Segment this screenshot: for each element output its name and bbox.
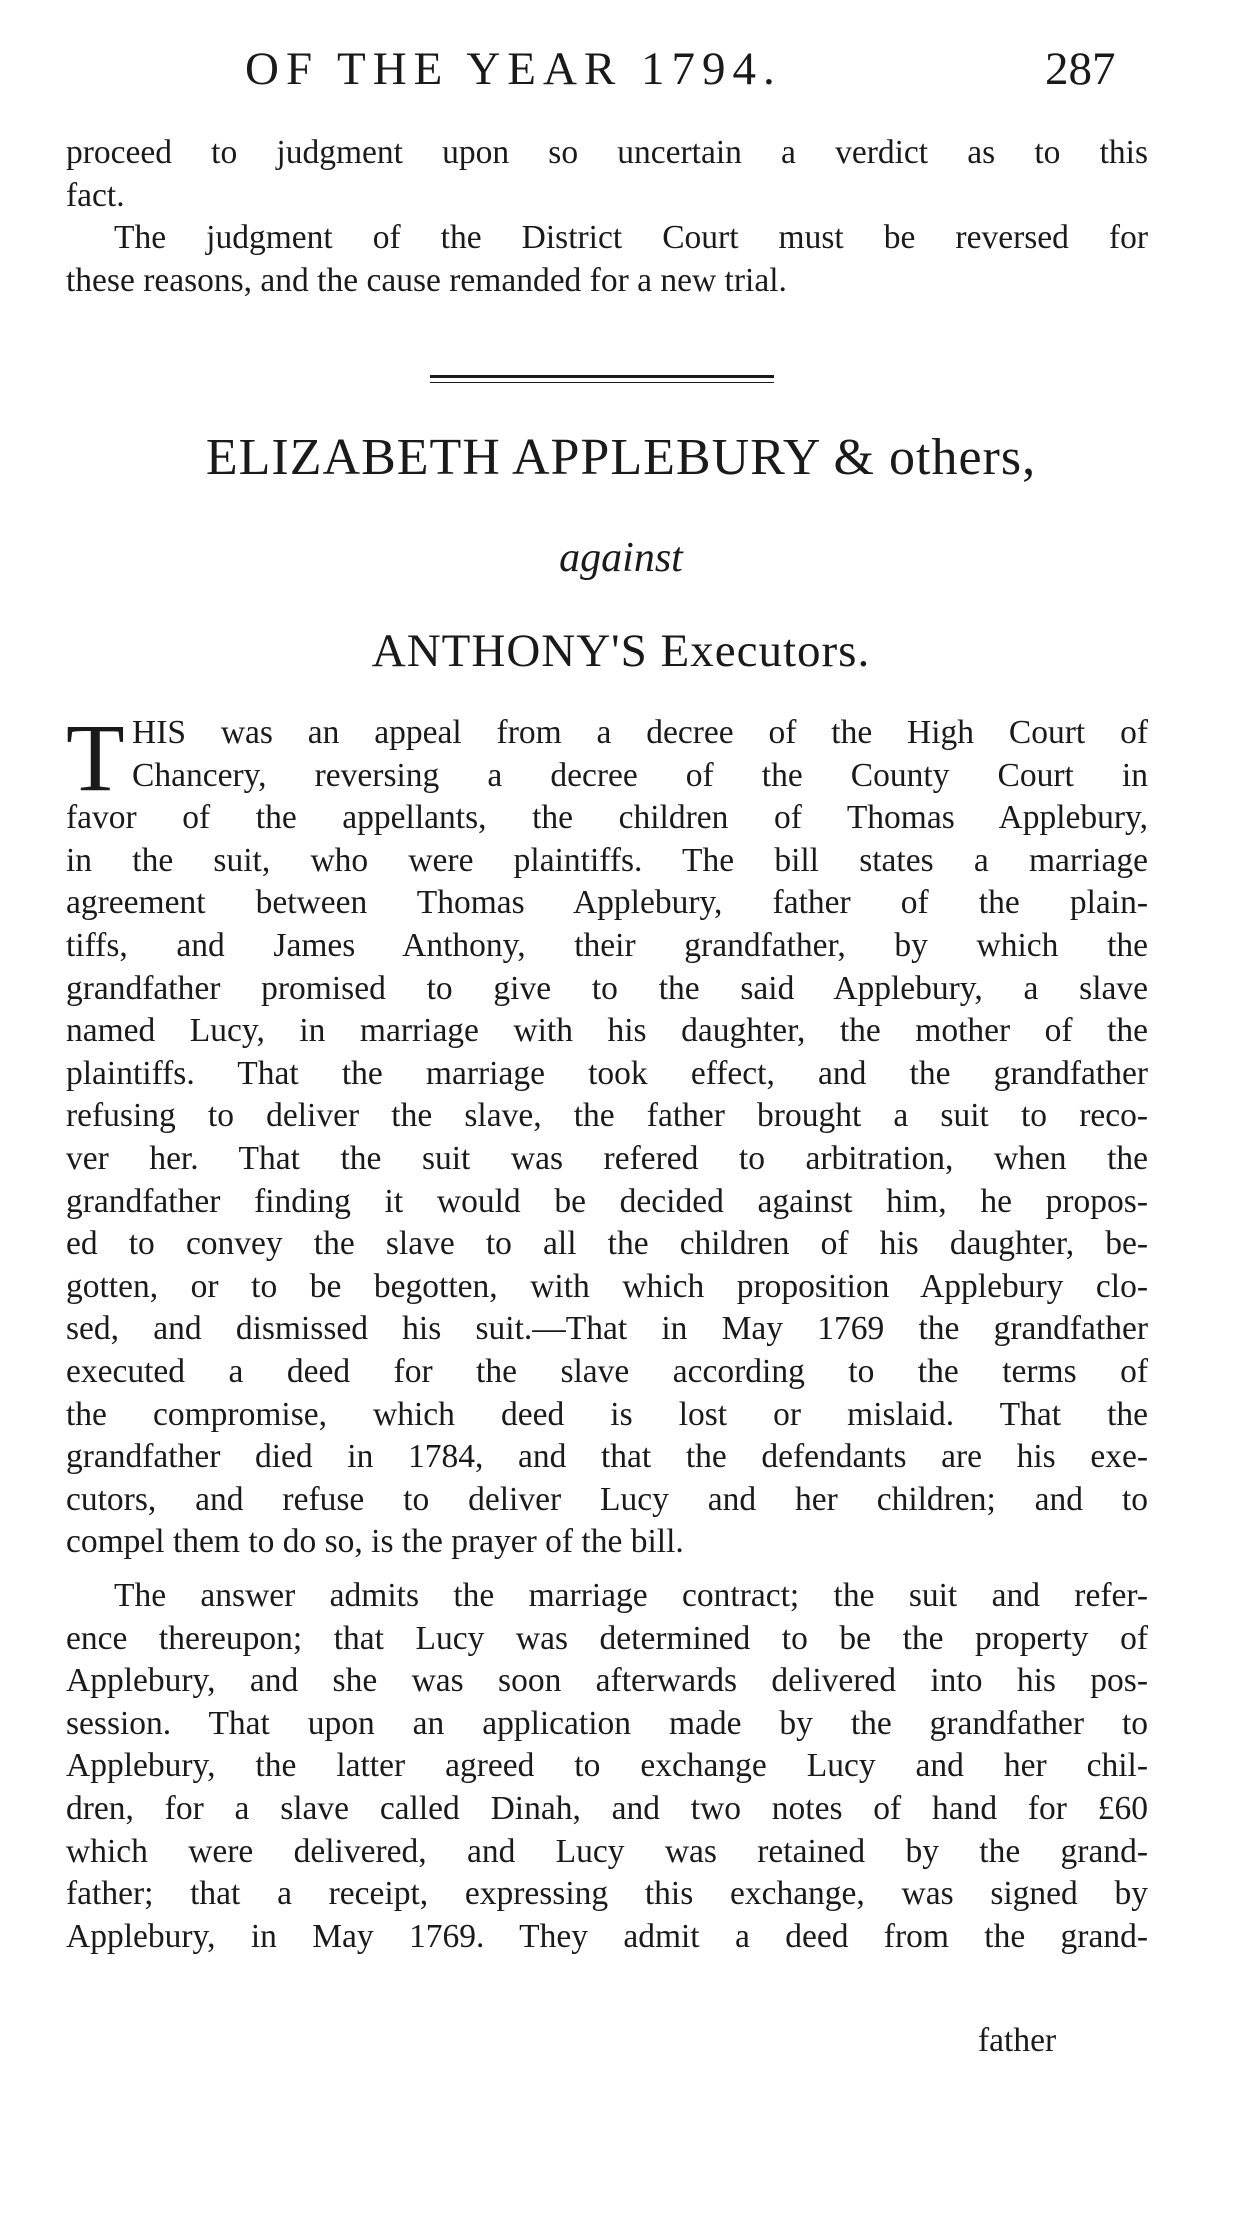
running-head	[0, 42, 1242, 102]
text-line: executed a deed for the slave according to the terms of	[66, 1352, 1148, 1390]
text-line: father; that a receipt, expressing this exchange, was signed by	[66, 1875, 1148, 1913]
case-plaintiff: ELIZABETH APPLEBURY & others,	[205, 429, 1037, 486]
text-line: ver her. That the suit was refered to arbitration, when the	[66, 1139, 1148, 1177]
text-line: Chancery, reversing a decree of the County Court in	[132, 756, 1148, 794]
text-line: gotten, or to be begotten, with which proposition Applebury clo-	[66, 1267, 1148, 1305]
text-line: in the suit, who were plaintiffs. The bill states a marriage	[66, 841, 1148, 879]
text-line: HIS was an appeal from a decree of the High Court of	[132, 714, 1148, 751]
text-line: proceed to judgment upon so uncertain a verdict as to this	[66, 134, 1148, 171]
text-line: agreement between Thomas Applebury, father of the plain-	[66, 884, 1148, 922]
text-line: grandfather finding it would be decided against him, he propos-	[66, 1182, 1148, 1220]
text-line: dren, for a slave called Dinah, and two notes of hand for £60	[66, 1789, 1148, 1827]
text-line: Applebury, the latter agreed to exchange Lucy and her chil-	[66, 1747, 1148, 1785]
text-line: The answer admits the marriage contract; the suit and refer-	[114, 1577, 1148, 1614]
running-title: OF THE YEAR 1794.	[245, 43, 782, 95]
text-line: The judgment of the District Court must be reversed for	[114, 219, 1148, 257]
text-line: Applebury, and she was soon afterwards delivered into his pos-	[66, 1662, 1148, 1700]
drop-cap: T	[66, 704, 125, 811]
case-versus: against	[559, 535, 683, 581]
text-line: ed to convey the slave to all the children of his daughter, be-	[66, 1225, 1148, 1263]
section-divider	[430, 375, 774, 378]
catchword: father	[978, 2022, 1057, 2059]
text-line: sed, and dismissed his suit.—That in May 1769 the grandfather	[66, 1310, 1148, 1348]
text-line: session. That upon an application made by the grandfather to	[66, 1704, 1148, 1742]
page-number: 287	[1045, 43, 1116, 95]
case-defendant: ANTHONY'S Executors.	[371, 625, 871, 677]
text-line: ence thereupon; that Lucy was determined to be the property of	[66, 1619, 1148, 1657]
text-line: which were delivered, and Lucy was retained by the grand-	[66, 1832, 1148, 1870]
text-line: Applebury, in May 1769. They admit a deed from the grand-	[66, 1917, 1148, 1955]
text-line: grandfather died in 1784, and that the defendants are his exe-	[66, 1438, 1148, 1476]
text-line: these reasons, and the cause remanded for a new trial.	[66, 261, 787, 299]
text-line: refusing to deliver the slave, the father brought a suit to reco-	[66, 1097, 1148, 1135]
text-line: named Lucy, in marriage with his daughter, the mother of the	[66, 1012, 1148, 1050]
answer-paragraph	[66, 1575, 1148, 1958]
text-line: compel them to do so, is the prayer of the bill.	[66, 1523, 684, 1561]
text-line: plaintiffs. That the marriage took effect, and the grandfather	[66, 1054, 1148, 1092]
text-line: cutors, and refuse to deliver Lucy and her children; and to	[66, 1480, 1148, 1518]
text-line: grandfather promised to give to the said Applebury, a slave	[66, 969, 1148, 1007]
text-line: fact.	[66, 176, 125, 214]
text-line: the compromise, which deed is lost or mislaid. That the	[66, 1395, 1148, 1433]
continuation-paragraph	[66, 132, 1148, 302]
text-line: tiffs, and James Anthony, their grandfather, by which the	[66, 926, 1148, 964]
opinion-paragraph	[66, 704, 1148, 1564]
text-line: favor of the appellants, the children of Thomas Applebury,	[66, 799, 1148, 837]
